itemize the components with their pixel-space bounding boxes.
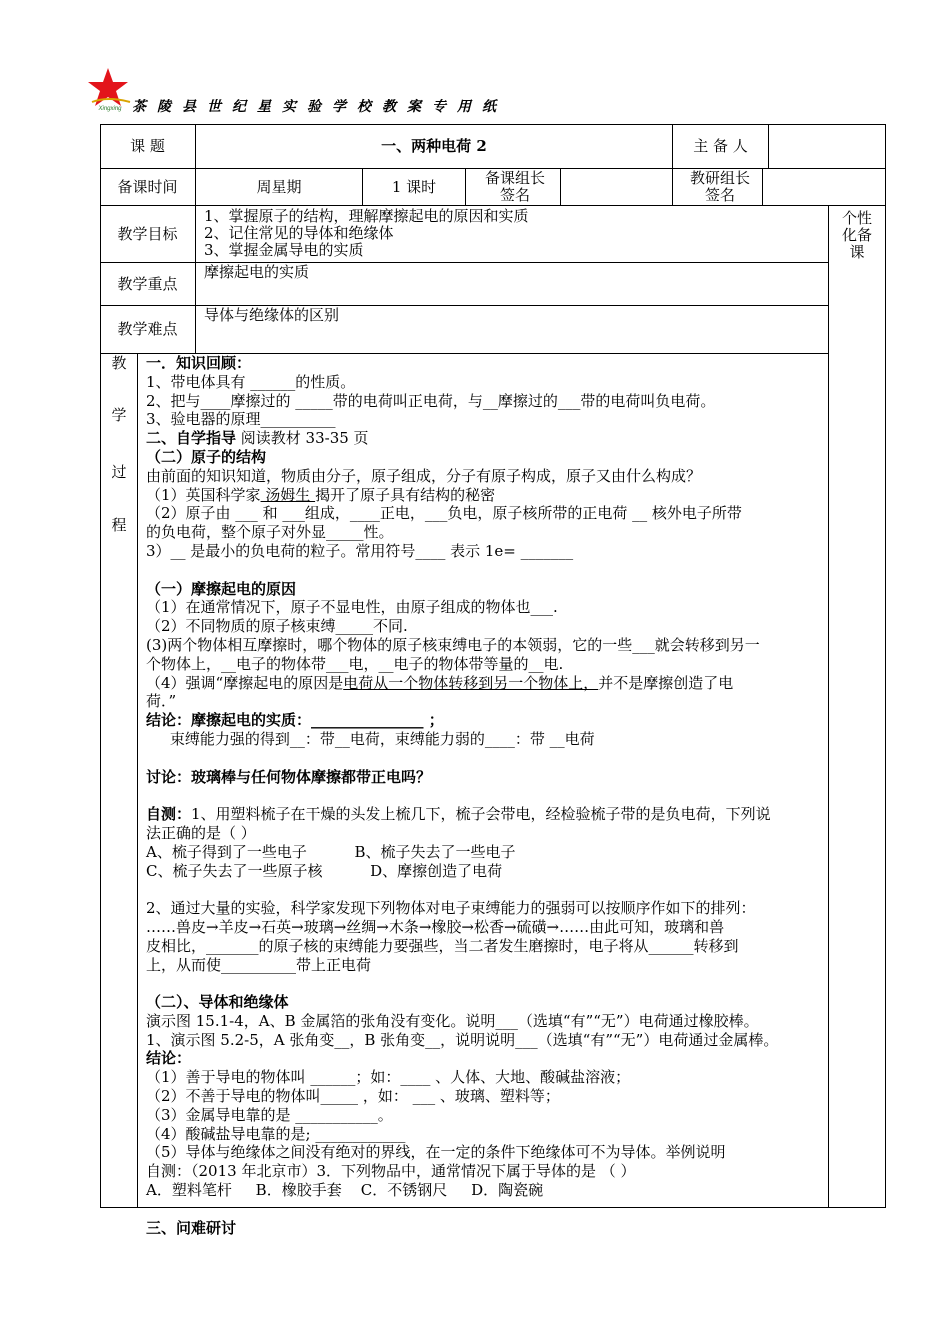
text-line: 皮相比，_______的原子核的束缚能力要强些，当二者发生磨擦时，电子将从______转移到 (146, 936, 739, 955)
spacer (146, 561, 878, 580)
text-line: （2）不同物质的原子核束缚_____不同. (146, 617, 408, 636)
spacer (146, 974, 878, 993)
spacer (146, 749, 878, 768)
section-title: （二）原子的结构 (146, 447, 267, 466)
process-label-char: 程 (111, 516, 127, 534)
text-span: （1）英国科学家 (146, 485, 261, 504)
text-line: （1）在通常情况下，原子不显电性，由原子组成的物体也___. (146, 598, 558, 617)
text-line: （2）不善于导电的物体叫_____ ，如： ___ 、玻璃、塑料等； (146, 1087, 560, 1106)
text-line: 法正确的是（ ） (146, 823, 256, 842)
discussion-line: 讨论：玻璃棒与任何物体摩擦都带正电吗？ (146, 767, 432, 786)
quiz-line (146, 805, 878, 824)
text-line: （5）导体与绝缘体之间没有绝对的界线，在一定的条件下绝缘体可不为导体。举例说明 (146, 1143, 726, 1162)
text-line: 荷．” (146, 692, 177, 711)
text-line: 结论： (146, 1049, 192, 1068)
spacer (146, 1200, 878, 1219)
goals-list (204, 208, 804, 259)
quiz-option: A、梳子得到了一些电子 B、梳子失去了一些电子 (146, 842, 516, 861)
time-label: 备课时间 (117, 177, 178, 196)
quiz-head: 自测： (146, 805, 192, 824)
quiz-option: A．塑料笔杆 B．橡胶手套 C．不锈钢尺 D．陶瓷碗 (146, 1181, 544, 1200)
process-label-char: 过 (111, 463, 127, 481)
section-subtitle: 阅读教材 33-35 页 (236, 429, 369, 448)
spacer (146, 880, 878, 899)
goals-label: 教学目标 (117, 224, 178, 243)
text-line: (3)两个物体相互摩擦时，哪个物体的原子核束缚电子的本领弱，它的一些___就会转移到另一 (146, 635, 760, 654)
section-title: 一．知识回顾： (146, 354, 252, 372)
table-rule (762, 168, 763, 205)
text-span: 1、用塑料梳子在干燥的头发上梳几下，梳子会带电，经检验梳子带的是负电荷，下列说 (191, 805, 771, 824)
text-line: 演示图 15.1-4，A、B 金属箔的张角没有变化。说明___（选填“有”“无”）电荷通过橡胶棒。 (146, 1011, 759, 1030)
logo-caption: Xingxing (98, 106, 122, 112)
text-line: 个物体上，__电子的物体带___电，__电子的物体带等量的__电. (146, 654, 564, 673)
section-title: 二、自学指导 (146, 429, 237, 448)
text-line: （1）善于导电的物体叫 ______；如：____ 、人体、大地、酸碱盐溶液； (146, 1068, 631, 1087)
text-line (146, 486, 878, 505)
text-line: 1、演示图 5.2-5，A 张角变__，B 张角变__，说明说明___（选填“有”“无”）电荷通过金属棒。 (146, 1030, 779, 1049)
section-title: （二）、导体和绝缘体 (146, 993, 289, 1012)
text-line: 1、带电体具有 ______的性质。 (146, 372, 356, 391)
text-line: 的负电荷，整个原子对外显_____性。 (146, 523, 394, 542)
lead-label: 主 备 人 (693, 136, 748, 155)
table-rule (560, 168, 561, 205)
topic-value: 一、两种电荷 2 (381, 136, 487, 155)
lesson-plan-table (100, 124, 886, 1237)
text-line: 3）__ 是最小的负电荷的粒子。常用符号____ 表示 1e= _______ (146, 541, 574, 560)
text-line: 由前面的知识知道，物质由分子，原子组成，分子有原子构成，原子又由什么构成？ (146, 466, 702, 485)
section-heading (146, 429, 878, 448)
teaching-process-content (146, 354, 878, 1237)
research-leader-label: 教研组长签名 (689, 169, 750, 204)
lead-value (769, 124, 885, 168)
text-line: 束缚能力强的得到__：带__电荷，束缚能力弱的____：带 __电荷 (146, 729, 595, 748)
text-line: 自测：（2013 年北京市）3．下列物品中，通常情况下属于导体的是 （ ） (146, 1162, 636, 1181)
text-line: 2、通过大量的实验，科学家发现下列物体对电子束缚能力的强弱可以按顺序作如下的排列： (146, 899, 756, 918)
group-leader-label: 备课组长签名 (484, 169, 545, 204)
key-value: 摩擦起电的实质 (204, 263, 310, 281)
text-line (146, 674, 878, 693)
key-label: 教学重点 (117, 274, 178, 293)
table-rule (137, 353, 138, 1208)
text-line: （2）原子由 ___ 和 ___组成，____正电，___负电，原子核所带的正电荷 __ 核外电子所带 (146, 504, 742, 523)
text-span: （4）强调“摩擦起电的原因是 (146, 673, 344, 692)
quiz-option: C、梳子失去了一些原子核 D、摩擦创造了电荷 (146, 861, 503, 880)
difficulty-value: 导体与绝缘体的区别 (204, 306, 340, 324)
time-value: 周星期 (256, 177, 302, 196)
text-span: 揭开了原子具有结构的秘密 (315, 485, 496, 504)
school-title: 茶陵县世纪星实验学校教案专用纸 (132, 99, 507, 115)
process-label-char: 学 (111, 406, 127, 424)
section-title: 三、问难研讨 (146, 1218, 237, 1237)
text-line: 上，从而使__________带上正电荷 (146, 955, 372, 974)
goal-item: 3、掌握金属导电的实质 (204, 241, 364, 259)
topic-label: 课 题 (130, 136, 165, 155)
conclusion-line: 结论：摩擦起电的实质：_______________ ； (146, 711, 444, 730)
spacer (146, 786, 878, 805)
text-line: ……兽皮→羊皮→石英→玻璃→丝绸→木条→橡胶→松香→硫磺→……由此可知，玻璃和兽 (146, 917, 725, 936)
text-line: （3）金属导电靠的是 ___________。 (146, 1105, 393, 1124)
process-label-char: 教 (111, 354, 127, 372)
section-title: （一）摩擦起电的原因 (146, 579, 297, 598)
difficulty-label: 教学难点 (117, 320, 178, 338)
text-line: （4）酸碱盐导电靠的是; ____________ (146, 1124, 406, 1143)
underlined-text: 电荷从一个物体转移到另一个物体上， (343, 673, 599, 692)
text-line: 2、把与____摩擦过的 _____带的电荷叫正电荷，与__摩擦过的___带的电荷叫负电荷。 (146, 391, 716, 410)
goal-item: 1、掌握原子的结构，理解摩擦起电的原因和实质 (204, 207, 529, 225)
star-logo-icon (86, 66, 134, 114)
table-rule (100, 205, 886, 206)
underlined-name: 汤姆生 (260, 485, 316, 504)
table-rule (885, 124, 886, 1208)
table-rule (465, 168, 466, 205)
page-header (86, 66, 566, 116)
text-line: 3、验电器的原理__________ (146, 410, 336, 429)
goal-item: 2、记住常见的导体和绝缘体 (204, 224, 394, 242)
hours-value: 1 课时 (391, 177, 437, 196)
text-span: 并不是摩擦创造了电 (598, 673, 734, 692)
personal-prep-label: 个性化备课 (841, 208, 872, 261)
